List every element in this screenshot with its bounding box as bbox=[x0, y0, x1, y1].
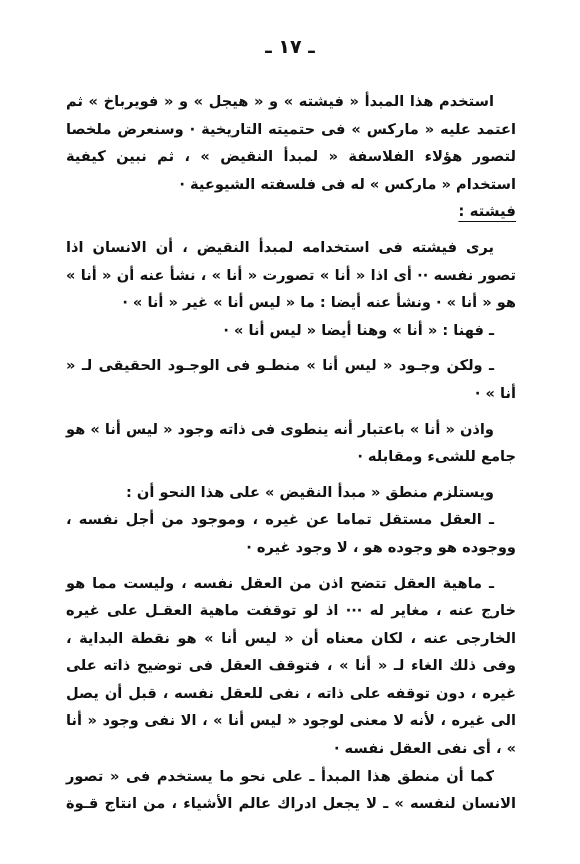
paragraph-but-existence: ـ ولكن وجـود « ليس أنا » منطـو فى الوجـود الحقيقى لـ « أنا » · bbox=[66, 357, 516, 402]
paragraph-principle-logic: كما أن منطق هذا المبدأ ـ على نحو ما يستخدم فى « تصور الانسان لنفسه » ـ لا يجعل ادراك عالم الأشياء ، من انتاج قـوة bbox=[66, 767, 516, 813]
paragraph-therefore-i: واذن « أنا » باعتبار أنه ينطوى فى ذاته وجود « ليس أنا » هو جامع للشىء ومقابله · bbox=[66, 420, 516, 466]
intro-paragraph: استخدم هذا المبدأ « فيشته » و « هيجل » و « فويرباخ » ثم اعتمد عليه « ماركس » فى حتميته التاريخية · وسنعرض ملخصا لتصور هؤلاء الفلاسفة « لمبدأ النقيض » ، ثم نبين كيفية استخدام « ماركس » له فى فلسفته الشيوعية · bbox=[66, 93, 516, 193]
page-number: ـ ١٧ ـ bbox=[265, 36, 315, 58]
paragraph-here-i: ـ فهنا : « أنا » وهنا أيضا « ليس أنا » · bbox=[223, 321, 494, 339]
paragraph-essence-of-mind: ـ ماهية العقل تتضح اذن من العقل نفسه ، وليست مما هو خارج عنه ، مغاير له ··· اذ لو توقفت ماهية العقـل على غيره الخارجى عنه ، لكان معناه أن « ليس أنا » هو نقطة البداية ، وفى ذلك الغاء لـ « أنا » ، فتوقف العقل فى توضيح ذاته على غيره ، دون توقفه على ذاته ، نفى للعقل نفسه ، قبل أن يصل الى غيره ، لأنه لا معنى لوجود « ليس أنا » ، الا نفى وجود « أنا » ، أى نفى العقل نفسه · bbox=[66, 574, 516, 758]
paragraph-logic-requires: ويستلزم منطق « مبدأ النقيض » على هذا النحو أن : bbox=[126, 483, 494, 501]
body-text bbox=[66, 88, 516, 818]
paragraph-fichte-opposite: يرى فيشته فى استخدامه لمبدأ النقيض ، أن الانسان اذا تصور نفسه ·· أى اذا « أنا » تصورت « أنا » ، نشأ عنه أن « أنا » هو « أنا » · ونشأ عنه أيضا : ما « ليس أنا » غير « أنا » · bbox=[66, 238, 516, 312]
section-heading-fichte: فيشته : bbox=[458, 202, 516, 221]
paragraph-mind-independent: ـ العقل مستقل تماما عن غيره ، وموجود من أجل نفسه ، ووجوده هو وجوده هو ، لا وجود غيره · bbox=[66, 511, 516, 556]
